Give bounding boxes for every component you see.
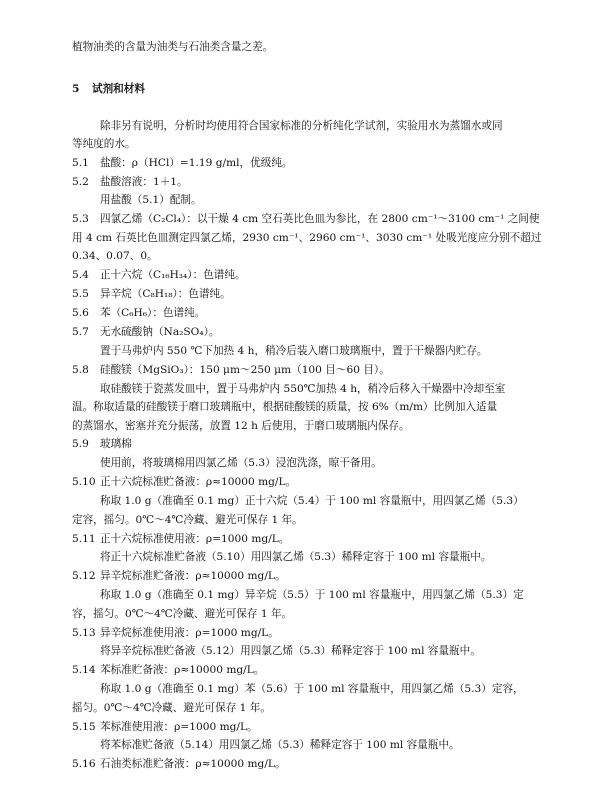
item-note-text: 将正十六烷标准贮备液（5.10）用四氯乙烯（5.3）稀释定容于 100 ml 容量瓶中。 <box>100 551 492 563</box>
item-number: 5.14 <box>72 664 96 676</box>
item-text: 玻璃棉 <box>100 438 132 450</box>
item-number: 5.1 <box>72 157 89 169</box>
item-continuation-text: 定容，摇匀。0℃～4℃冷藏、避光可保存 1 年。 <box>72 514 303 526</box>
item-text: 苯（C₆H₆）：色谱纯。 <box>100 307 206 319</box>
item-text: 异辛烷标准贮备液：ρ≈10000 mg/L。 <box>100 570 286 582</box>
item-number: 5.15 <box>72 721 96 733</box>
item-continuation-text: 温。称取适量的硅酸镁于磨口玻璃瓶中，根据硅酸镁的质量，按 6%（m/m）比例加入适量 <box>72 401 498 413</box>
item-number: 5.12 <box>72 570 96 582</box>
item-number: 5.9 <box>72 438 89 450</box>
item-note-text: 称取 1.0 g（准确至 0.1 mg）苯（5.6）于 100 ml 容量瓶中，用四氯乙烯（5.3）定容， <box>100 683 524 695</box>
item-continuation-text: 的蒸馏水，密塞并充分振荡，放置 12 h 后使用，于磨口玻璃瓶内保存。 <box>72 420 410 432</box>
item-number: 5.3 <box>72 213 89 225</box>
item-text: 正十六烷标准贮备液：ρ≈10000 mg/L。 <box>100 476 297 488</box>
item-note-text: 称取 1.0 g（准确至 0.1 mg）正十六烷（5.4）于 100 ml 容量瓶中，用四氯乙烯（5.3） <box>100 495 524 507</box>
item-text: 正十六烷标准使用液：ρ=1000 mg/L。 <box>100 533 290 545</box>
item-number: 5.11 <box>72 533 96 545</box>
item-continuation-text: 容，摇匀。0℃～4℃冷藏、避光可保存 1 年。 <box>72 608 293 620</box>
item-text: 正十六烷（C₁₆H₃₄）：色谱纯。 <box>100 269 246 281</box>
item-continuation-text: 摇匀。0℃～4℃冷藏、避光可保存 1 年。 <box>72 702 271 714</box>
item-number: 5.13 <box>72 627 96 639</box>
item-note-text: 将苯标准贮备液（5.14）用四氯乙烯（5.3）稀释定容于 100 ml 容量瓶中。 <box>100 739 460 751</box>
item-note-text: 取硅酸镁于瓷蒸发皿中，置于马弗炉内 550℃加热 4 h，稍冷后移入干燥器中冷却至室 <box>100 383 506 395</box>
paragraph-text: 等纯度的水。 <box>72 138 136 150</box>
item-text: 无水硫酸钠（Na₂SO₄）。 <box>100 326 220 338</box>
item-note-text: 将异辛烷标准贮备液（5.12）用四氯乙烯（5.3）稀释定容于 100 ml 容量瓶中。 <box>100 645 481 657</box>
item-number: 5.10 <box>72 476 96 488</box>
item-text: 盐酸溶液：1＋1。 <box>100 176 188 188</box>
item-text: 四氯乙烯（C₂Cl₄）：以干燥 4 cm 空石英比色皿为参比，在 2800 cm⁻¹～3100 cm⁻¹ 之间使 <box>100 213 540 225</box>
item-note-text: 使用前，将玻璃棉用四氯乙烯（5.3）浸泡洗涤，晾干备用。 <box>100 457 382 469</box>
item-continuation-text: 用 4 cm 石英比色皿测定四氯乙烯，2930 cm⁻¹、2960 cm⁻¹、3030 cm⁻¹ 处吸光度应分别不超过 <box>72 232 542 244</box>
item-note-text: 称取 1.0 g（准确至 0.1 mg）异辛烷（5.5）于 100 ml 容量瓶中，用四氯乙烯（5.3）定 <box>100 589 524 601</box>
section-title: 试剂和材料 <box>92 83 145 95</box>
item-number: 5.7 <box>72 326 89 338</box>
item-text: 苯标准贮备液：ρ≈10000 mg/L。 <box>100 664 265 676</box>
section-number: 5 <box>72 83 80 95</box>
item-text: 硅酸镁（MgSiO₃）：150 μm～250 μm（100 目～60 目）。 <box>100 364 390 376</box>
item-note-text: 置于马弗炉内 550 ℃下加热 4 h，稍冷后装入磨口玻璃瓶中，置于干燥器内贮存。 <box>100 345 488 357</box>
item-text: 盐酸：ρ（HCl）=1.19 g/ml，优级纯。 <box>100 157 293 169</box>
item-note-text: 用盐酸（5.1）配制。 <box>100 194 202 206</box>
item-text: 异辛烷（C₈H₁₈）：色谱纯。 <box>100 288 231 300</box>
item-number: 5.2 <box>72 176 89 188</box>
item-text: 异辛烷标准使用液：ρ=1000 mg/L。 <box>100 627 279 639</box>
item-continuation-text: 0.34、0.07、0。 <box>72 250 158 262</box>
paragraph-text: 除非另有说明，分析时均使用符合国家标准的分析纯化学试剂，实验用水为蒸馏水或同 <box>100 120 503 132</box>
item-text: 苯标准使用液：ρ=1000 mg/L。 <box>100 721 258 733</box>
item-number: 5.8 <box>72 364 89 376</box>
item-number: 5.6 <box>72 307 89 319</box>
item-number: 5.4 <box>72 269 89 281</box>
item-text: 石油类标准贮备液：ρ≈10000 mg/L。 <box>100 758 286 770</box>
item-number: 5.5 <box>72 288 89 300</box>
intro-text: 植物油类的含量为油类与石油类含量之差。 <box>72 41 274 53</box>
item-number: 5.16 <box>72 758 96 770</box>
